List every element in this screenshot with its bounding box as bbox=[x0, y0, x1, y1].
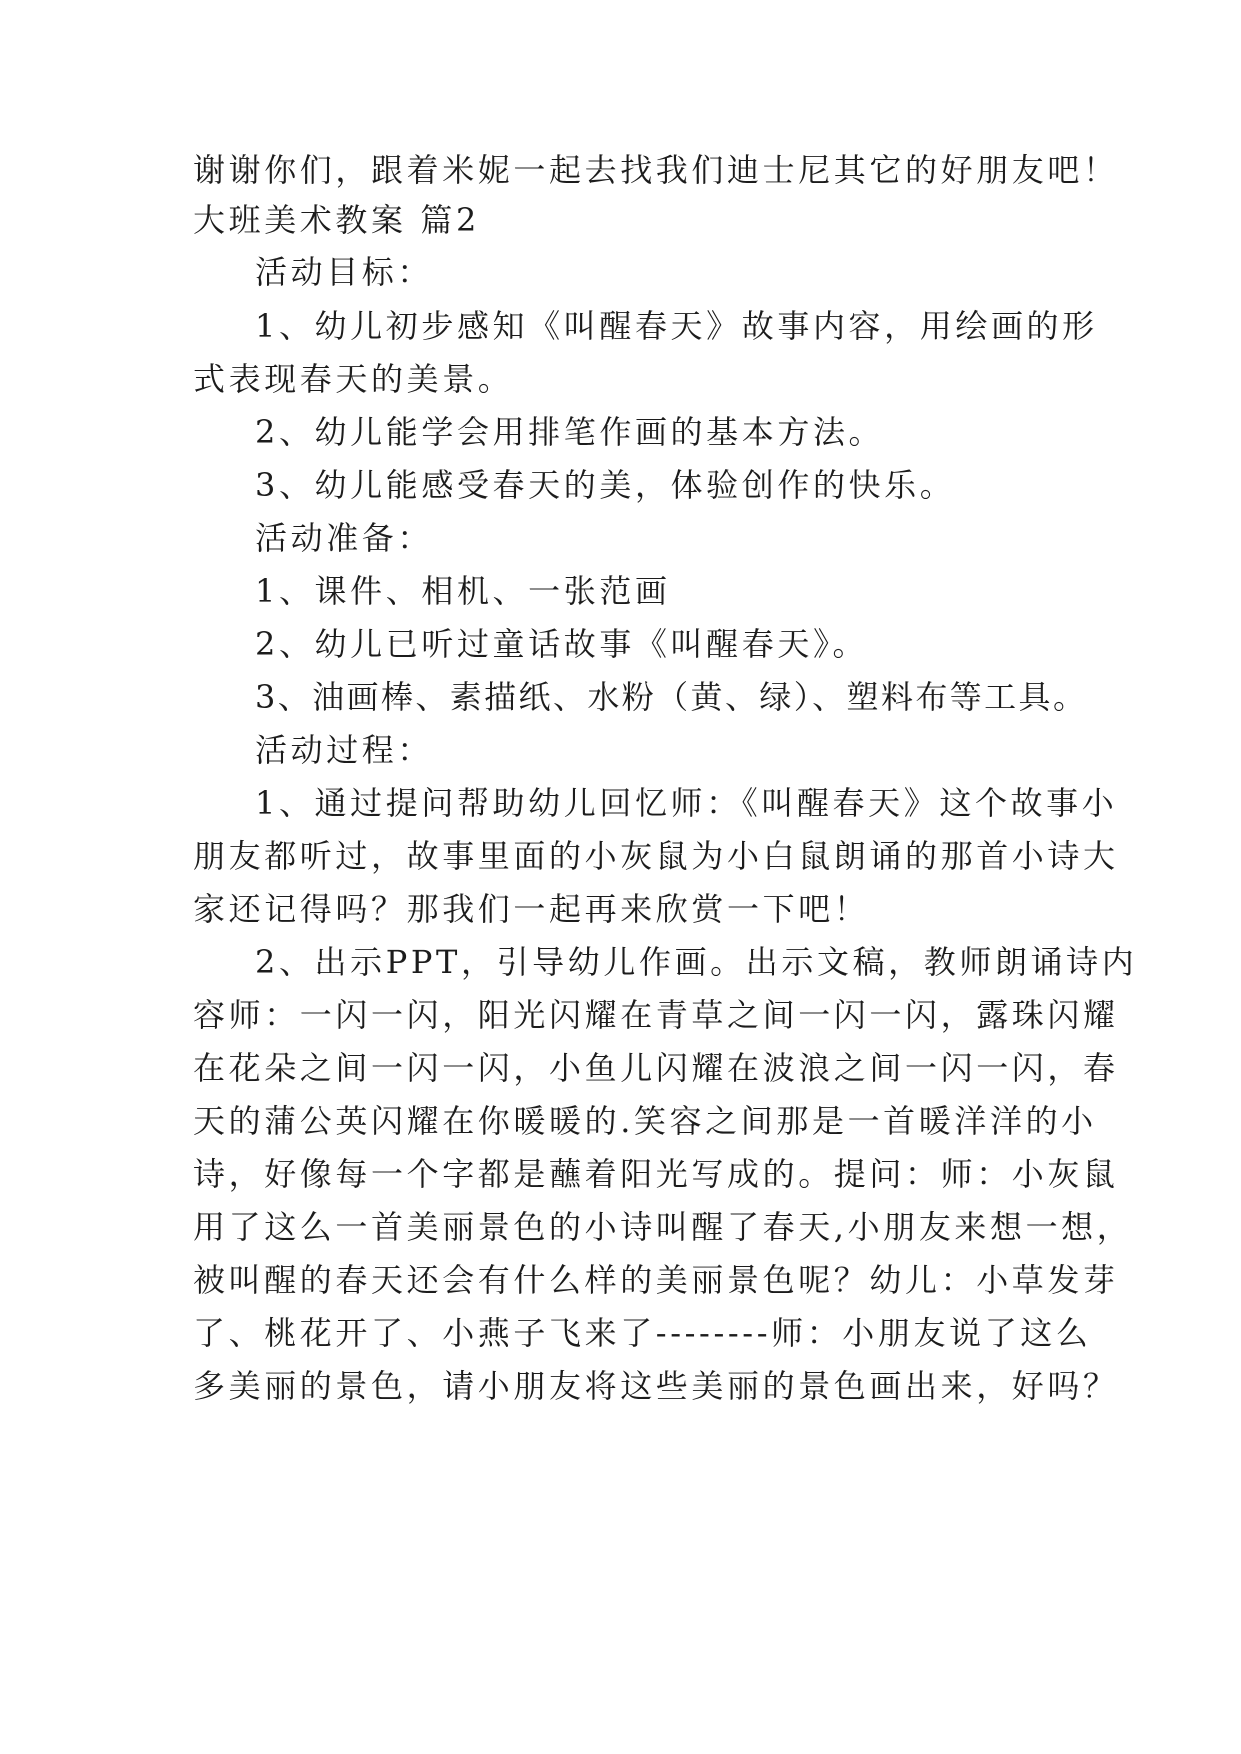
text-line: 容师：一闪一闪，阳光闪耀在青草之间一闪一闪，露珠闪耀 bbox=[193, 996, 1119, 1034]
text-line: 用了这么一首美丽景色的小诗叫醒了春天,小朋友来想一想， bbox=[193, 1208, 1133, 1246]
text-line: 被叫醒的春天还会有什么样的美丽景色呢？幼儿：小草发芽 bbox=[193, 1261, 1119, 1299]
subheading-process: 活动过程： bbox=[255, 731, 434, 769]
text-line: 多美丽的景色，请小朋友将这些美丽的景色画出来，好吗？ bbox=[193, 1367, 1119, 1405]
text-line: 1、通过提问帮助幼儿回忆师：《叫醒春天》这个故事小 bbox=[255, 784, 1118, 822]
text-line: 1、课件、相机、一张范画 bbox=[255, 572, 671, 610]
section-heading: 大班美术教案 篇2 bbox=[193, 201, 480, 239]
text-line: 天的蒲公英闪耀在你暖暖的.笑容之间那是一首暖洋洋的小 bbox=[193, 1102, 1097, 1140]
text-line: 了、桃花开了、小燕子飞来了--------师：小朋友说了这么 bbox=[193, 1314, 1092, 1352]
subheading-preparation: 活动准备： bbox=[255, 519, 434, 557]
text-line: 3、幼儿能感受春天的美，体验创作的快乐。 bbox=[255, 466, 956, 504]
text-line: 3、油画棒、素描纸、水粉（黄、绿）、塑料布等工具。 bbox=[255, 678, 1088, 716]
text-line: 2、幼儿已听过童话故事《叫醒春天》。 bbox=[255, 625, 869, 663]
text-line: 在花朵之间一闪一闪，小鱼儿闪耀在波浪之间一闪一闪，春 bbox=[193, 1049, 1119, 1087]
text-line: 朋友都听过，故事里面的小灰鼠为小白鼠朗诵的那首小诗大 bbox=[193, 837, 1119, 875]
text-line: 诗，好像每一个字都是蘸着阳光写成的。提问：师：小灰鼠 bbox=[193, 1155, 1119, 1193]
text-line: 1、幼儿初步感知《叫醒春天》故事内容，用绘画的形 bbox=[255, 307, 1098, 345]
text-line: 谢谢你们，跟着米妮一起去找我们迪士尼其它的好朋友吧！ bbox=[193, 151, 1119, 189]
text-line: 式表现春天的美景。 bbox=[193, 360, 514, 398]
text-line: 2、出示PPT，引导幼儿作画。出示文稿，教师朗诵诗内 bbox=[255, 943, 1138, 981]
subheading-goals: 活动目标： bbox=[255, 253, 434, 291]
text-line: 家还记得吗？那我们一起再来欣赏一下吧！ bbox=[193, 890, 870, 928]
text-line: 2、幼儿能学会用排笔作画的基本方法。 bbox=[255, 413, 885, 451]
